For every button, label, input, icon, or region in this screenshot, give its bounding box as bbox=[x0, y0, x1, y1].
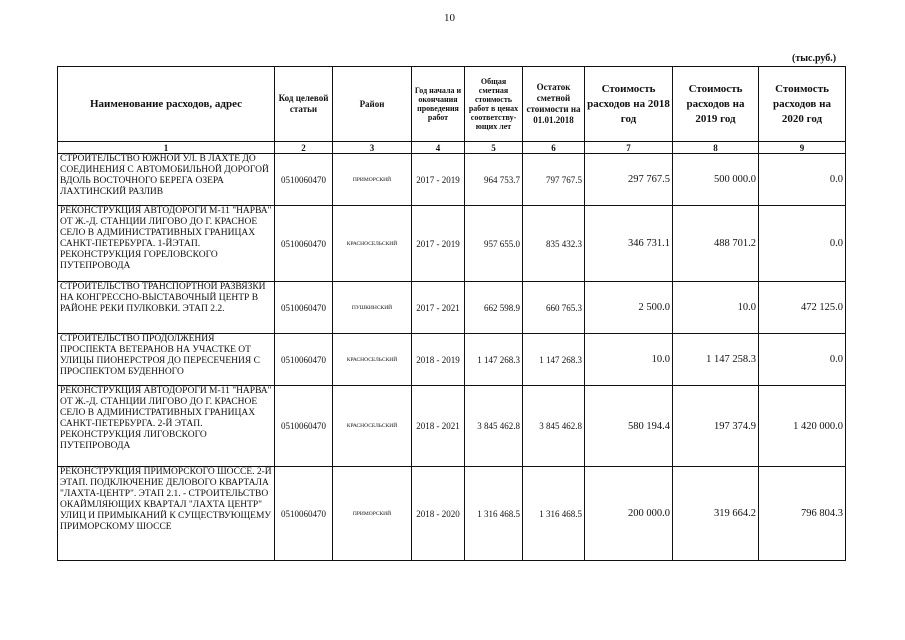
budget-table bbox=[57, 66, 846, 561]
remaining-cost: 835 432.3 bbox=[523, 206, 585, 282]
header-district: Район bbox=[333, 67, 412, 142]
cost-2019: 488 701.2 bbox=[673, 206, 759, 282]
column-number-row bbox=[58, 142, 846, 154]
header-code: Код целевой статьи bbox=[275, 67, 333, 142]
column-number: 5 bbox=[465, 142, 523, 154]
total-cost: 964 753.7 bbox=[465, 154, 523, 206]
header-row bbox=[58, 67, 846, 142]
target-code: 0510060470 bbox=[275, 467, 333, 561]
table-row bbox=[58, 282, 846, 334]
table-row bbox=[58, 467, 846, 561]
expense-name: СТРОИТЕЛЬСТВО ЮЖНОЙ УЛ. В ЛАХТЕ ДО СОЕДИНЕНИЯ С АВТОМОБИЛЬНОЙ ДОРОГОЙ ВДОЛЬ ВОСТОЧНОГО БЕРЕГА ОЗЕРА ЛАХТИНСКИЙ РАЗЛИВ bbox=[58, 154, 275, 206]
column-number: 6 bbox=[523, 142, 585, 154]
cost-2018: 346 731.1 bbox=[585, 206, 673, 282]
expense-name: РЕКОНСТРУКЦИЯ АВТОДОРОГИ М-11 "НАРВА" ОТ Ж.-Д. СТАНЦИИ ЛИГОВО ДО Г. КРАСНОЕ СЕЛО В АДМИНИСТРАТИВНЫХ ГРАНИЦАХ САНКТ-ПЕТЕРБУРГА. 2-Й ЭТАП. РЕКОНСТРУКЦИЯ ЛИГОВСКОГО ПУТЕПРОВОДА bbox=[58, 386, 275, 467]
work-years: 2017 - 2019 bbox=[412, 154, 465, 206]
cost-2018: 10.0 bbox=[585, 334, 673, 386]
table-row bbox=[58, 206, 846, 282]
column-number: 4 bbox=[412, 142, 465, 154]
cost-2020: 1 420 000.0 bbox=[759, 386, 846, 467]
cost-2019: 500 000.0 bbox=[673, 154, 759, 206]
column-number: 1 bbox=[58, 142, 275, 154]
header-years: Год начала и окончания проведения работ bbox=[412, 67, 465, 142]
cost-2019: 1 147 258.3 bbox=[673, 334, 759, 386]
cost-2020: 0.0 bbox=[759, 206, 846, 282]
cost-2019: 10.0 bbox=[673, 282, 759, 334]
column-number: 9 bbox=[759, 142, 846, 154]
remaining-cost: 797 767.5 bbox=[523, 154, 585, 206]
cost-2020: 0.0 bbox=[759, 154, 846, 206]
cost-2019: 197 374.9 bbox=[673, 386, 759, 467]
unit-note: (тыс.руб.) bbox=[792, 53, 837, 64]
target-code: 0510060470 bbox=[275, 154, 333, 206]
total-cost: 957 655.0 bbox=[465, 206, 523, 282]
column-number: 8 bbox=[673, 142, 759, 154]
work-years: 2018 - 2019 bbox=[412, 334, 465, 386]
cost-2018: 297 767.5 bbox=[585, 154, 673, 206]
table-row bbox=[58, 386, 846, 467]
cost-2020: 0.0 bbox=[759, 334, 846, 386]
target-code: 0510060470 bbox=[275, 386, 333, 467]
district: КРАСНОСЕЛЬСКИЙ bbox=[333, 386, 412, 467]
cost-2019: 319 664.2 bbox=[673, 467, 759, 561]
district: КРАСНОСЕЛЬСКИЙ bbox=[333, 334, 412, 386]
work-years: 2018 - 2020 bbox=[412, 467, 465, 561]
page-number: 10 bbox=[444, 12, 455, 24]
cost-2020: 472 125.0 bbox=[759, 282, 846, 334]
column-number: 2 bbox=[275, 142, 333, 154]
district: ПРИМОРСКИЙ bbox=[333, 467, 412, 561]
header-total-cost: Общая сметная стоимость работ в ценах соответству-ющих лет bbox=[465, 67, 523, 142]
cost-2020: 796 804.3 bbox=[759, 467, 846, 561]
remaining-cost: 1 316 468.5 bbox=[523, 467, 585, 561]
total-cost: 3 845 462.8 bbox=[465, 386, 523, 467]
district: КРАСНОСЕЛЬСКИЙ bbox=[333, 206, 412, 282]
column-number: 3 bbox=[333, 142, 412, 154]
header-name: Наименование расходов, адрес bbox=[58, 67, 275, 142]
remaining-cost: 660 765.3 bbox=[523, 282, 585, 334]
district: ПРИМОРСКИЙ bbox=[333, 154, 412, 206]
expense-name: СТРОИТЕЛЬСТВО ТРАНСПОРТНОЙ РАЗВЯЗКИ НА КОНГРЕССНО-ВЫСТАВОЧНЫЙ ЦЕНТР В РАЙОНЕ РЕКИ ПУЛКОВКИ. ЭТАП 2.2. bbox=[58, 282, 275, 334]
target-code: 0510060470 bbox=[275, 206, 333, 282]
expense-name: РЕКОНСТРУКЦИЯ АВТОДОРОГИ М-11 "НАРВА" ОТ Ж.-Д. СТАНЦИИ ЛИГОВО ДО Г. КРАСНОЕ СЕЛО В АДМИНИСТРАТИВНЫХ ГРАНИЦАХ САНКТ-ПЕТЕРБУРГА. 1-ЙЭТАП. РЕКОНСТРУКЦИЯ ГОРЕЛОВСКОГО ПУТЕПРОВОДА bbox=[58, 206, 275, 282]
expense-name: РЕКОНСТРУКЦИЯ ПРИМОРСКОГО ШОССЕ. 2-Й ЭТАП. ПОДКЛЮЧЕНИЕ ДЕЛОВОГО КВАРТАЛА "ЛАХТА-ЦЕНТР". ЭТАП 2.1. - СТРОИТЕЛЬСТВО ОКАЙМЛЯЮЩИХ КВАРТАЛ "ЛАХТА ЦЕНТР" УЛИЦ И ПРИМЫКАНИЙ К СУЩЕСТВУЮЩЕМУ ПРИМОРСКОМУ ШОССЕ bbox=[58, 467, 275, 561]
table-row bbox=[58, 154, 846, 206]
total-cost: 662 598.9 bbox=[465, 282, 523, 334]
total-cost: 1 316 468.5 bbox=[465, 467, 523, 561]
cost-2018: 200 000.0 bbox=[585, 467, 673, 561]
work-years: 2017 - 2019 bbox=[412, 206, 465, 282]
total-cost: 1 147 268.3 bbox=[465, 334, 523, 386]
district: ПУШКИНСКИЙ bbox=[333, 282, 412, 334]
column-number: 7 bbox=[585, 142, 673, 154]
cost-2018: 2 500.0 bbox=[585, 282, 673, 334]
target-code: 0510060470 bbox=[275, 334, 333, 386]
header-remaining: Остаток сметной стоимости на 01.01.2018 bbox=[523, 67, 585, 142]
work-years: 2017 - 2021 bbox=[412, 282, 465, 334]
target-code: 0510060470 bbox=[275, 282, 333, 334]
header-cost-2020: Стоимость расходов на 2020 год bbox=[759, 67, 846, 142]
header-cost-2019: Стоимость расходов на 2019 год bbox=[673, 67, 759, 142]
cost-2018: 580 194.4 bbox=[585, 386, 673, 467]
remaining-cost: 1 147 268.3 bbox=[523, 334, 585, 386]
work-years: 2018 - 2021 bbox=[412, 386, 465, 467]
remaining-cost: 3 845 462.8 bbox=[523, 386, 585, 467]
header-cost-2018: Стоимость расходов на 2018 год bbox=[585, 67, 673, 142]
table-row bbox=[58, 334, 846, 386]
expense-name: СТРОИТЕЛЬСТВО ПРОДОЛЖЕНИЯ ПРОСПЕКТА ВЕТЕРАНОВ НА УЧАСТКЕ ОТ УЛИЦЫ ПИОНЕРСТРОЯ ДО ПЕРЕСЕЧЕНИЯ С ПРОСПЕКТОМ БУДЕННОГО bbox=[58, 334, 275, 386]
